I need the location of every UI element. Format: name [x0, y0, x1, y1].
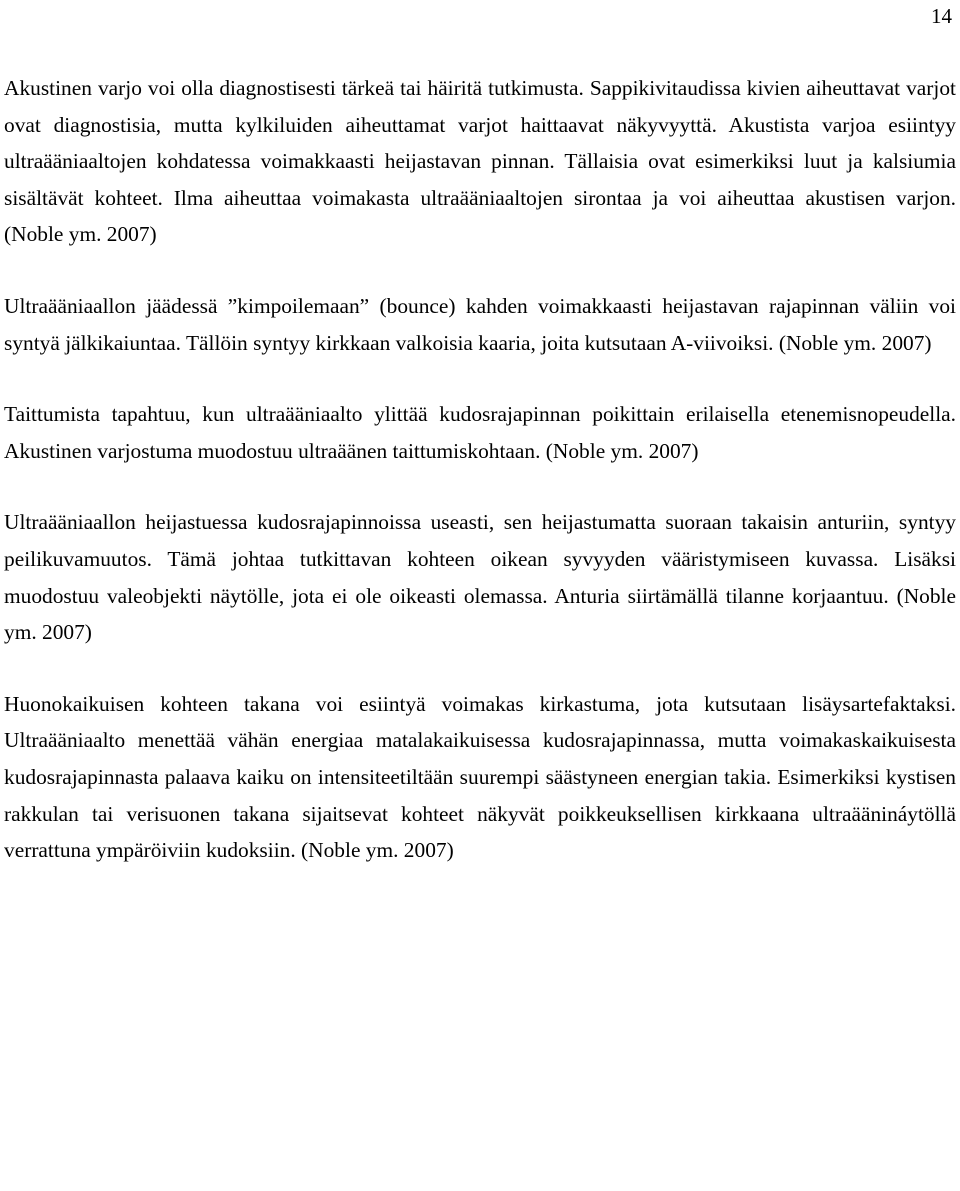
paragraph-enhancement: Huonokaikuisen kohteen takana voi esiintyä voimakas kirkastuma, jota kutsutaan lisäysartefaktaksi. Ultraääniaalto menettää vähän energiaa matalakaikuisessa kudosrajapinnassa, mutta voimakaskaikuisesta kudosrajapinnasta palaava kaiku on intensiteetiltään suurempi säästyneen energian takia. Esimerkiksi kystisen rakkulan tai verisuonen takana sijaitsevat kohteet näkyvät poikkeuksellisen kirkkaana ultraäänináytöllä verrattuna ympäröiviin kudoksiin. (Noble ym. 2007): [4, 691, 956, 863]
paragraph-reverberation: Ultraääniaallon jäädessä ”kimpoilemaan” (bounce) kahden voimakkaasti heijastavan rajapinnan väliin voi syntyä jälkikaiuntaa. Tällöin syntyy kirkkaan valkoisia kaaria, joita kutsutaan A-viivoiksi. (Noble ym. 2007): [4, 293, 956, 355]
document-body: [4, 70, 956, 869]
paragraph-acoustic-shadow: Akustinen varjo voi olla diagnostisesti tärkeä tai häiritä tutkimusta. Sappikivitaudissa kivien aiheuttavat varjot ovat diagnostisia, mutta kylkiluiden aiheuttamat varjot haittaavat näkyvyyttä. Akustista varjoa esiintyy ultraääniaaltojen kohdatessa voimakkaasti heijastavan pinnan. Tällaisia ovat esimerkiksi luut ja kalsiumia sisältävät kohteet. Ilma aiheuttaa voimakasta ultraääniaaltojen sirontaa ja voi aiheuttaa akustisen varjon. (Noble ym. 2007): [4, 76, 956, 247]
paragraph-mirror-image: Ultraääniaallon heijastuessa kudosrajapinnoissa useasti, sen heijastumatta suoraan takaisin anturiin, syntyy peilikuvamuutos. Tämä johtaa tutkittavan kohteen oikean syvyyden vääristymiseen kuvassa. Lisäksi muodostuu valeobjekti näytölle, jota ei ole oikeasti olemassa. Anturia siirtämällä tilanne korjaantuu. (Noble ym. 2007): [4, 510, 956, 645]
page-number: 14: [931, 4, 952, 28]
paragraph-refraction: Taittumista tapahtuu, kun ultraääniaalto ylittää kudosrajapinnan poikittain erilaisella etenemisnopeudella. Akustinen varjostuma muodostuu ultraäänen taittumiskohtaan. (Noble ym. 2007): [4, 402, 956, 463]
